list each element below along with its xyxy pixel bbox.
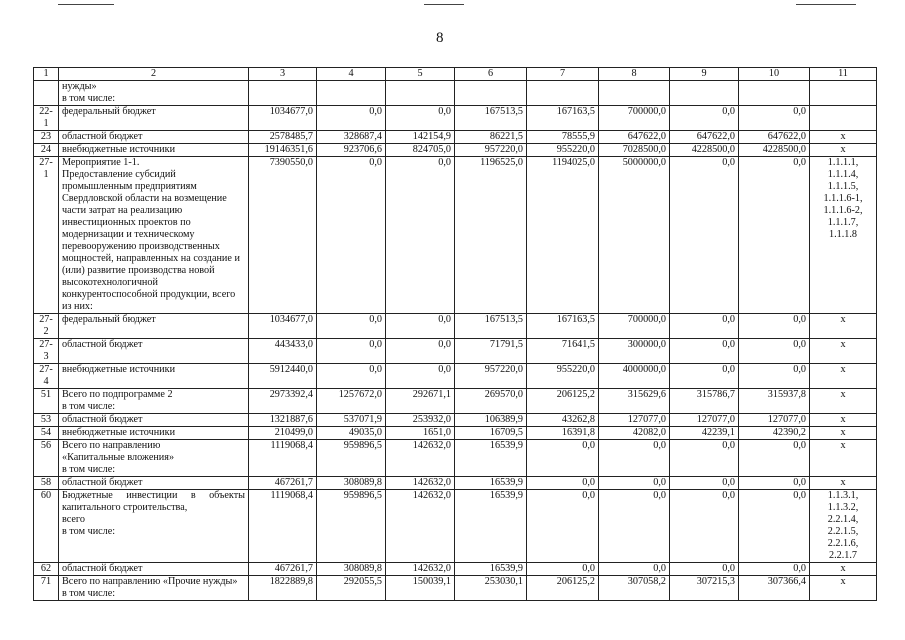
value-cell-col-8: 5000000,0 [599, 157, 670, 314]
header-cell-col-1: 1 [34, 68, 59, 81]
row-description-cell: областной бюджет [59, 563, 249, 576]
table-row [34, 414, 877, 427]
value-cell-col-5: 1651,0 [386, 427, 455, 440]
header-row [34, 68, 877, 81]
value-cell-col-7: 206125,2 [527, 576, 599, 601]
value-cell-col-3: 1034677,0 [249, 314, 317, 339]
value-cell-col-8: 4000000,0 [599, 364, 670, 389]
row-reference-cell: х [810, 414, 877, 427]
header-cell-col-10: 10 [739, 68, 810, 81]
value-cell-col-9: 0,0 [670, 364, 739, 389]
header-cell-col-4: 4 [317, 68, 386, 81]
row-id-cell: 22-1 [34, 106, 59, 131]
value-cell-col-4: 292055,5 [317, 576, 386, 601]
row-description-cell: областной бюджет [59, 477, 249, 490]
header-cell-col-6: 6 [455, 68, 527, 81]
row-id-cell: 62 [34, 563, 59, 576]
row-reference-cell: х [810, 144, 877, 157]
row-reference-cell: 1.1.3.1, 1.1.3.2, 2.2.1.4, 2.2.1.5, 2.2.1.6, 2.2.1.7 [810, 490, 877, 563]
value-cell-col-4: 0,0 [317, 339, 386, 364]
row-id-cell: 58 [34, 477, 59, 490]
value-cell-col-6: 269570,0 [455, 389, 527, 414]
row-reference-cell [810, 81, 877, 106]
row-id-cell: 27-1 [34, 157, 59, 314]
row-reference-cell: х [810, 477, 877, 490]
value-cell-col-7: 0,0 [527, 477, 599, 490]
value-cell-col-7: 955220,0 [527, 364, 599, 389]
header-cell-col-2: 2 [59, 68, 249, 81]
value-cell-col-4: 0,0 [317, 364, 386, 389]
row-description-cell: областной бюджет [59, 414, 249, 427]
value-cell-col-7: 1194025,0 [527, 157, 599, 314]
value-cell-col-6: 167513,5 [455, 106, 527, 131]
value-cell-col-9: 0,0 [670, 339, 739, 364]
value-cell-col-8: 0,0 [599, 477, 670, 490]
value-cell-col-10: 307366,4 [739, 576, 810, 601]
table-row [34, 389, 877, 414]
value-cell-col-8: 315629,6 [599, 389, 670, 414]
value-cell-col-7: 206125,2 [527, 389, 599, 414]
top-rule-left [58, 4, 114, 5]
row-description-cell: Всего по направлению «Капитальные вложения» в том числе: [59, 440, 249, 477]
value-cell-col-3: 467261,7 [249, 477, 317, 490]
value-cell-col-3: 2578485,7 [249, 131, 317, 144]
row-id-cell [34, 81, 59, 106]
value-cell-col-5: 0,0 [386, 157, 455, 314]
row-reference-cell: х [810, 576, 877, 601]
value-cell-col-5: 142632,0 [386, 490, 455, 563]
row-id-cell: 27-4 [34, 364, 59, 389]
value-cell-col-5: 253932,0 [386, 414, 455, 427]
row-description-cell: областной бюджет [59, 339, 249, 364]
value-cell-col-8: 42082,0 [599, 427, 670, 440]
value-cell-col-10: 0,0 [739, 490, 810, 563]
header-cell-col-5: 5 [386, 68, 455, 81]
value-cell-col-8: 307058,2 [599, 576, 670, 601]
row-id-cell: 51 [34, 389, 59, 414]
row-reference-cell: х [810, 314, 877, 339]
row-description-cell: федеральный бюджет [59, 314, 249, 339]
value-cell-col-6: 253030,1 [455, 576, 527, 601]
value-cell-col-3: 1822889,8 [249, 576, 317, 601]
value-cell-col-10: 42390,2 [739, 427, 810, 440]
value-cell-col-3: 7390550,0 [249, 157, 317, 314]
value-cell-col-7: 167163,5 [527, 106, 599, 131]
row-description-cell: Бюджетные инвестиции в объекты капитального строительства, всего в том числе: [59, 490, 249, 563]
value-cell-col-5: 142154,9 [386, 131, 455, 144]
row-description-cell: областной бюджет [59, 131, 249, 144]
value-cell-col-8: 0,0 [599, 563, 670, 576]
row-description-cell: внебюджетные источники [59, 364, 249, 389]
table-row [34, 314, 877, 339]
value-cell-col-7: 955220,0 [527, 144, 599, 157]
row-id-cell: 23 [34, 131, 59, 144]
row-id-cell: 27-2 [34, 314, 59, 339]
value-cell-col-7: 16391,8 [527, 427, 599, 440]
value-cell-col-4: 49035,0 [317, 427, 386, 440]
value-cell-col-8: 300000,0 [599, 339, 670, 364]
row-id-cell: 24 [34, 144, 59, 157]
value-cell-col-9: 0,0 [670, 440, 739, 477]
row-reference-cell: х [810, 440, 877, 477]
table-row [34, 157, 877, 314]
value-cell-col-3: 1321887,6 [249, 414, 317, 427]
value-cell-col-5: 0,0 [386, 314, 455, 339]
value-cell-col-5: 142632,0 [386, 440, 455, 477]
value-cell-col-3: 19146351,6 [249, 144, 317, 157]
value-cell-col-6: 16539,9 [455, 477, 527, 490]
row-description-cell: федеральный бюджет [59, 106, 249, 131]
header-cell-col-9: 9 [670, 68, 739, 81]
value-cell-col-5: 142632,0 [386, 477, 455, 490]
value-cell-col-4: 0,0 [317, 106, 386, 131]
value-cell-col-9: 4228500,0 [670, 144, 739, 157]
value-cell-col-5: 292671,1 [386, 389, 455, 414]
value-cell-col-6: 71791,5 [455, 339, 527, 364]
table-row [34, 106, 877, 131]
row-reference-cell: х [810, 339, 877, 364]
value-cell-col-6: 16539,9 [455, 440, 527, 477]
table-row [34, 477, 877, 490]
value-cell-col-6: 167513,5 [455, 314, 527, 339]
table-row [34, 440, 877, 477]
value-cell-col-10: 0,0 [739, 563, 810, 576]
value-cell-col-3: 210499,0 [249, 427, 317, 440]
value-cell-col-3: 1034677,0 [249, 106, 317, 131]
value-cell-col-10 [739, 81, 810, 106]
value-cell-col-4: 1257672,0 [317, 389, 386, 414]
table-row [34, 427, 877, 440]
table-row [34, 339, 877, 364]
header-cell-col-8: 8 [599, 68, 670, 81]
value-cell-col-9: 0,0 [670, 314, 739, 339]
value-cell-col-7: 0,0 [527, 490, 599, 563]
value-cell-col-10: 0,0 [739, 339, 810, 364]
header-cell-col-3: 3 [249, 68, 317, 81]
row-description-cell: внебюджетные источники [59, 427, 249, 440]
value-cell-col-8: 0,0 [599, 490, 670, 563]
row-id-cell: 54 [34, 427, 59, 440]
row-id-cell: 56 [34, 440, 59, 477]
value-cell-col-3: 1119068,4 [249, 440, 317, 477]
page-number: 8 [436, 30, 444, 46]
row-reference-cell: 1.1.1.1, 1.1.1.4, 1.1.1.5, 1.1.1.6-1, 1.1.1.6-2, 1.1.1.7, 1.1.1.8 [810, 157, 877, 314]
value-cell-col-9: 127077,0 [670, 414, 739, 427]
table-row [34, 81, 877, 106]
row-reference-cell: х [810, 563, 877, 576]
value-cell-col-10: 0,0 [739, 314, 810, 339]
budget-table [33, 67, 877, 601]
value-cell-col-10: 4228500,0 [739, 144, 810, 157]
value-cell-col-3 [249, 81, 317, 106]
row-description-cell: Всего по направлению «Прочие нужды» в том числе: [59, 576, 249, 601]
value-cell-col-3: 1119068,4 [249, 490, 317, 563]
value-cell-col-8: 647622,0 [599, 131, 670, 144]
row-description-cell: Всего по подпрограмме 2 в том числе: [59, 389, 249, 414]
value-cell-col-10: 315937,8 [739, 389, 810, 414]
value-cell-col-7: 167163,5 [527, 314, 599, 339]
value-cell-col-6: 957220,0 [455, 144, 527, 157]
value-cell-col-5: 0,0 [386, 364, 455, 389]
value-cell-col-3: 443433,0 [249, 339, 317, 364]
value-cell-col-5: 824705,0 [386, 144, 455, 157]
value-cell-col-9: 647622,0 [670, 131, 739, 144]
table-body [34, 81, 877, 601]
table-row [34, 490, 877, 563]
value-cell-col-6: 16539,9 [455, 490, 527, 563]
value-cell-col-9: 315786,7 [670, 389, 739, 414]
value-cell-col-4: 0,0 [317, 157, 386, 314]
value-cell-col-10: 0,0 [739, 477, 810, 490]
value-cell-col-5 [386, 81, 455, 106]
row-reference-cell: х [810, 364, 877, 389]
value-cell-col-4: 959896,5 [317, 490, 386, 563]
top-rule-center [424, 4, 464, 5]
value-cell-col-4: 0,0 [317, 314, 386, 339]
value-cell-col-9: 0,0 [670, 563, 739, 576]
value-cell-col-3: 467261,7 [249, 563, 317, 576]
value-cell-col-7: 43262,8 [527, 414, 599, 427]
value-cell-col-7: 78555,9 [527, 131, 599, 144]
value-cell-col-7: 71641,5 [527, 339, 599, 364]
row-reference-cell: х [810, 427, 877, 440]
value-cell-col-7: 0,0 [527, 440, 599, 477]
value-cell-col-4: 308089,8 [317, 563, 386, 576]
value-cell-col-10: 0,0 [739, 106, 810, 131]
table-row [34, 576, 877, 601]
row-id-cell: 27-3 [34, 339, 59, 364]
table-row [34, 144, 877, 157]
value-cell-col-7 [527, 81, 599, 106]
row-reference-cell [810, 106, 877, 131]
value-cell-col-8: 7028500,0 [599, 144, 670, 157]
value-cell-col-8: 700000,0 [599, 106, 670, 131]
value-cell-col-4: 308089,8 [317, 477, 386, 490]
value-cell-col-10: 647622,0 [739, 131, 810, 144]
value-cell-col-6 [455, 81, 527, 106]
value-cell-col-10: 127077,0 [739, 414, 810, 427]
value-cell-col-9: 0,0 [670, 157, 739, 314]
value-cell-col-6: 16539,9 [455, 563, 527, 576]
value-cell-col-5: 150039,1 [386, 576, 455, 601]
value-cell-col-5: 0,0 [386, 339, 455, 364]
table-row [34, 131, 877, 144]
value-cell-col-6: 86221,5 [455, 131, 527, 144]
value-cell-col-8: 127077,0 [599, 414, 670, 427]
row-reference-cell: х [810, 131, 877, 144]
value-cell-col-10: 0,0 [739, 157, 810, 314]
value-cell-col-5: 0,0 [386, 106, 455, 131]
value-cell-col-9: 42239,1 [670, 427, 739, 440]
row-id-cell: 71 [34, 576, 59, 601]
row-description-cell: нужды» в том числе: [59, 81, 249, 106]
row-reference-cell: х [810, 389, 877, 414]
value-cell-col-9: 0,0 [670, 490, 739, 563]
row-description-cell: Мероприятие 1-1. Предоставление субсидий промышленным предприятиям Свердловской области на возмещение части затрат на реализацию инвестиционных проектов по модернизации и техническому перевооружению производственных мощностей, направленных на создание и (или) развитие производства новой высокотехнологичной конкурентоспособной продукции, всего из них: [59, 157, 249, 314]
value-cell-col-7: 0,0 [527, 563, 599, 576]
value-cell-col-6: 16709,5 [455, 427, 527, 440]
value-cell-col-6: 106389,9 [455, 414, 527, 427]
table-row [34, 364, 877, 389]
value-cell-col-6: 1196525,0 [455, 157, 527, 314]
row-id-cell: 53 [34, 414, 59, 427]
value-cell-col-8: 0,0 [599, 440, 670, 477]
value-cell-col-3: 5912440,0 [249, 364, 317, 389]
value-cell-col-4: 328687,4 [317, 131, 386, 144]
row-description-cell: внебюджетные источники [59, 144, 249, 157]
value-cell-col-4: 959896,5 [317, 440, 386, 477]
value-cell-col-9: 0,0 [670, 477, 739, 490]
value-cell-col-6: 957220,0 [455, 364, 527, 389]
value-cell-col-4: 537071,9 [317, 414, 386, 427]
value-cell-col-10: 0,0 [739, 364, 810, 389]
value-cell-col-9 [670, 81, 739, 106]
value-cell-col-5: 142632,0 [386, 563, 455, 576]
value-cell-col-9: 307215,3 [670, 576, 739, 601]
value-cell-col-4 [317, 81, 386, 106]
value-cell-col-10: 0,0 [739, 440, 810, 477]
row-id-cell: 60 [34, 490, 59, 563]
value-cell-col-3: 2973392,4 [249, 389, 317, 414]
header-cell-col-11: 11 [810, 68, 877, 81]
value-cell-col-8 [599, 81, 670, 106]
value-cell-col-9: 0,0 [670, 106, 739, 131]
value-cell-col-8: 700000,0 [599, 314, 670, 339]
header-cell-col-7: 7 [527, 68, 599, 81]
table-row [34, 563, 877, 576]
value-cell-col-4: 923706,6 [317, 144, 386, 157]
top-rule-right [796, 4, 856, 5]
